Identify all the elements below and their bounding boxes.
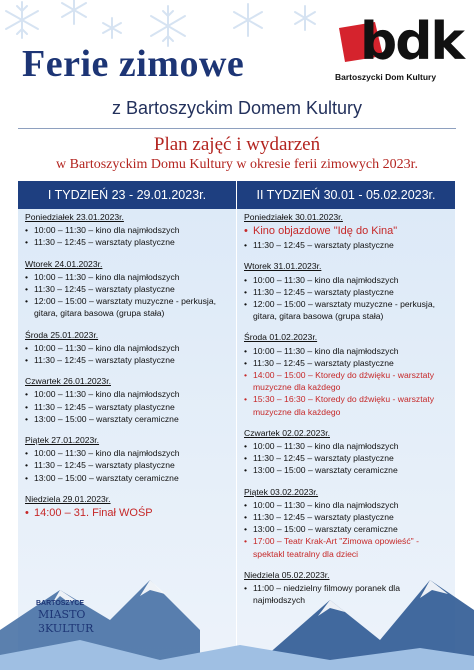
city-logo <box>26 600 116 660</box>
schedule-day <box>25 329 233 367</box>
schedule-entry: • 11:00 – niedzielny filmowy poranek dla najmłodszych <box>244 582 452 606</box>
schedule-entry: • 13:00 – 15:00 – warsztaty ceramiczne <box>25 472 233 484</box>
schedule-entry: • 11:30 – 12:45 – warsztaty plastyczne <box>25 236 233 248</box>
schedule-entry: • 14:00 – 15:00 – Ktoredy do dźwięku - warsztaty muzyczne dla każdego <box>244 369 452 393</box>
week-1-header: I TYDZIEŃ 23 - 29.01.2023r. <box>18 181 236 209</box>
schedule-entry: • 10:00 – 11:30 – kino dla najmłodszych <box>244 440 452 452</box>
day-title: Niedziela 05.02.2023r. <box>244 569 330 580</box>
schedule-entry: • 11:30 – 12:45 – warsztaty plastyczne <box>244 357 452 369</box>
schedule-day <box>244 427 452 477</box>
week-2-header: II TYDZIEŃ 30.01 - 05.02.2023r. <box>237 181 455 209</box>
logo-caption: Bartoszycki Dom Kultury <box>335 72 437 82</box>
schedule-entry: • 17:00 – Teatr Krak-Art "Zimowa opowieść" - spektakl teatralny dla dzieci <box>244 535 452 559</box>
schedule-entry: • 10:00 – 11:30 – kino dla najmłodszych <box>25 447 233 459</box>
schedule-entry: • 15:30 – 16:30 – Ktoredy do dźwięku - warsztaty muzyczne dla każdego <box>244 393 452 417</box>
plan-title: Plan zajęć i wydarzeń <box>153 134 321 155</box>
schedule-entry: • 13:00 – 15:00 – warsztaty ceramiczne <box>244 523 452 535</box>
schedule-entry: • 14:00 – 31. Finał WOŚP <box>25 506 233 521</box>
city-logo-line3: 3KULTUR <box>38 622 94 635</box>
schedule-entry: • 11:30 – 12:45 – warsztaty plastyczne <box>25 283 233 295</box>
schedule-day <box>25 493 233 521</box>
day-title: Poniedziałek 23.01.2023r. <box>25 212 124 222</box>
schedule-entry: • 11:30 – 12:45 – warsztaty plastyczne <box>25 401 233 413</box>
bdk-logo <box>333 12 467 86</box>
schedule-day <box>25 375 233 425</box>
day-title: Piątek 27.01.2023r. <box>25 435 100 446</box>
divider <box>18 128 456 129</box>
schedule-day <box>25 211 233 249</box>
plan-period: w Bartoszyckim Domu Kultury w okresie ferii zimowych 2023r. <box>56 157 418 172</box>
schedule-entry: • 11:30 – 12:45 – warsztaty plastyczne <box>244 239 452 251</box>
day-title: Czwartek 02.02.2023r. <box>244 427 330 438</box>
day-title: Niedziela 29.01.2023r. <box>25 493 111 504</box>
schedule-day <box>244 260 452 322</box>
schedule-entry: • 10:00 – 11:30 – kino dla najmłodszych <box>25 388 233 400</box>
schedule-entry: • 11:30 – 12:45 – warsztaty plastyczne <box>244 286 452 298</box>
schedule-day <box>25 258 233 320</box>
schedule-entry: • 10:00 – 11:30 – kino dla najmłodszych <box>244 499 452 511</box>
day-title: Środa 25.01.2023r. <box>25 329 99 340</box>
schedule-day <box>244 211 452 251</box>
schedule-entry: • 13:00 – 15:00 – warsztaty ceramiczne <box>25 413 233 425</box>
day-title: Poniedziałek 30.01.2023r. <box>244 212 343 222</box>
week-1-schedule <box>25 211 233 521</box>
subtitle: z Bartoszyckim Domem Kultury <box>111 98 363 118</box>
schedule-day <box>244 331 452 417</box>
schedule-entry: • 10:00 – 11:30 – kino dla najmłodszych <box>25 271 233 283</box>
day-title: Wtorek 24.01.2023r. <box>25 258 103 269</box>
schedule-entry: • 12:00 – 15:00 – warsztaty muzyczne - perkusja, gitara, gitara basowa (grupa stała) <box>25 295 233 319</box>
logo-text: bdk <box>359 12 463 72</box>
schedule-entry: • 10:00 – 11:30 – kino dla najmłodszych <box>25 342 233 354</box>
day-title: Piątek 03.02.2023r. <box>244 486 319 497</box>
city-logo-line1: BARTOSZYCE <box>36 600 85 607</box>
schedule-entry: • 11:30 – 12:45 – warsztaty plastyczne <box>244 452 452 464</box>
day-title: Czwartek 26.01.2023r. <box>25 376 111 387</box>
day-title: Wtorek 31.01.2023r. <box>244 261 322 272</box>
schedule-entry: • 11:30 – 12:45 – warsztaty plastyczne <box>25 354 233 366</box>
week-2-schedule <box>244 211 452 606</box>
schedule-entry: • Kino objazdowe "Idę do Kina" <box>244 224 452 239</box>
schedule-day <box>244 486 452 560</box>
schedule-day <box>25 434 233 484</box>
schedule-entry: • 11:30 – 12:45 – warsztaty plastyczne <box>25 459 233 471</box>
schedule-entry: • 10:00 – 11:30 – kino dla najmłodszych <box>25 224 233 236</box>
schedule-entry: • 10:00 – 11:30 – kino dla najmłodszych <box>244 345 452 357</box>
city-logo-line2: MIASTO <box>38 608 86 621</box>
day-title: Środa 01.02.2023r. <box>244 332 318 343</box>
schedule-entry: • 11:30 – 12:45 – warsztaty plastyczne <box>244 511 452 523</box>
schedule-entry: • 13:00 – 15:00 – warsztaty ceramiczne <box>244 464 452 476</box>
schedule-entry: • 12:00 – 15:00 – warsztaty muzyczne - perkusja, gitara, gitara basowa (grupa stała) <box>244 298 452 322</box>
schedule-entry: • 10:00 – 11:30 – kino dla najmłodszych <box>244 274 452 286</box>
page-title: Ferie zimowe <box>22 43 245 85</box>
